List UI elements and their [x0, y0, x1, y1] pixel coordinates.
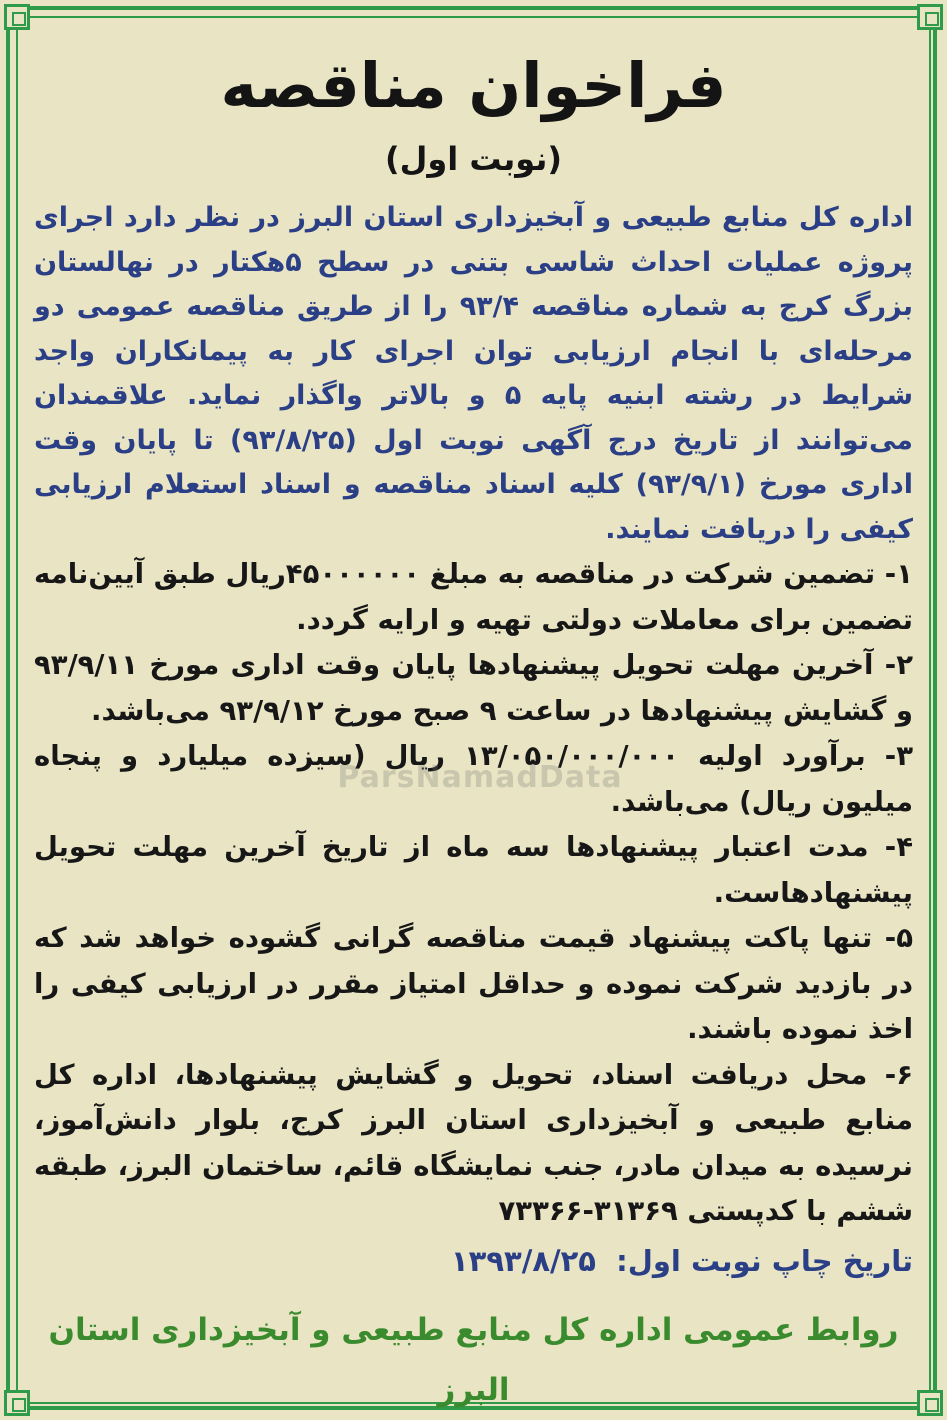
- print-date-value: ۱۳۹۳/۸/۲۵: [450, 1243, 597, 1278]
- condition-item: ۲- آخرین مهلت تحویل پیشنهادها پایان وقت اداری مورخ ۹۳/۹/۱۱ و گشایش پیشنهادها در ساعت ۹ صبح مورخ ۹۳/۹/۱۲ می‌باشد.: [34, 649, 913, 727]
- condition-item: ۴- مدت اعتبار پیشنهادها سه ماه از تاریخ آخرین مهلت تحویل پیشنهادهاست.: [34, 831, 913, 909]
- condition-item: ۳- برآورد اولیه ۱۳/۰۵۰/۰۰۰/۰۰۰ ریال (سیزده میلیارد و پنجاه میلیون ریال) می‌باشد.: [34, 740, 913, 818]
- public-relations-signature: روابط عمومی اداره کل منابع طبیعی و آبخیزداری استان البرز: [48, 1312, 899, 1408]
- notice-body: [34, 44, 913, 1287]
- notice-title: فراخوان مناقصه: [220, 49, 727, 122]
- conditions-list: [34, 552, 913, 1235]
- watermark-text: ParsNamadData: [337, 760, 623, 795]
- corner-ornament: [4, 1390, 30, 1416]
- condition-item: ۵- تنها پاکت پیشنهاد قیمت مناقصه گرانی گشوده خواهد شد که در بازدید شرکت نموده و حداقل امتیاز مقرر در ارزیابی کیفی را اخذ نموده باشند.: [34, 922, 913, 1045]
- notice-intro: اداره کل منابع طبیعی و آبخیزداری استان البرز در نظر دارد اجرای پروژه عملیات احداث شاسی بتنی در سطح ۵هکتار در نهالستان بزرگ کرج به شماره مناقصه ۹۳/۴ را از طریق مناقصه عمومی دو مرحله‌ای با انجام ارزیابی توان اجرای کار به پیمانکاران واجد شرایط در رشته ابنیه پایه ۵ و بالاتر واگذار نماید. علاقمندان می‌توانند از تاریخ درج آگهی نوبت اول (۹۳/۸/۲۵) تا پایان وقت اداری مورخ (۹۳/۹/۱) کلیه اسناد مناقصه و اسناد استعلام ارزیابی کیفی را دریافت نمایند.: [34, 202, 914, 545]
- condition-item: ۶- محل دریافت اسناد، تحویل و گشایش پیشنهادها، اداره کل منابع طبیعی و آبخیزداری استان البرز کرج، بلوار دانش‌آموز، نرسیده به میدان مادر، جنب نمایشگاه قائم، ساختمان البرز، طبقه ششم با کدپستی ۳۱۳۶۹-۷۳۳۶۶: [34, 1058, 913, 1227]
- corner-ornament: [917, 1390, 943, 1416]
- corner-ornament: [917, 4, 943, 30]
- print-date-label: تاریخ چاپ نوبت اول:: [616, 1243, 913, 1278]
- notice-subtitle: (نوبت اول): [385, 140, 562, 178]
- print-date: [34, 1235, 913, 1287]
- corner-ornament: [4, 4, 30, 30]
- condition-item: ۱- تضمین شرکت در مناقصه به مبلغ ۴۵۰۰۰۰۰۰ریال طبق آیین‌نامه تضمین برای معاملات دولتی تهیه و ارایه گردد.: [34, 558, 913, 636]
